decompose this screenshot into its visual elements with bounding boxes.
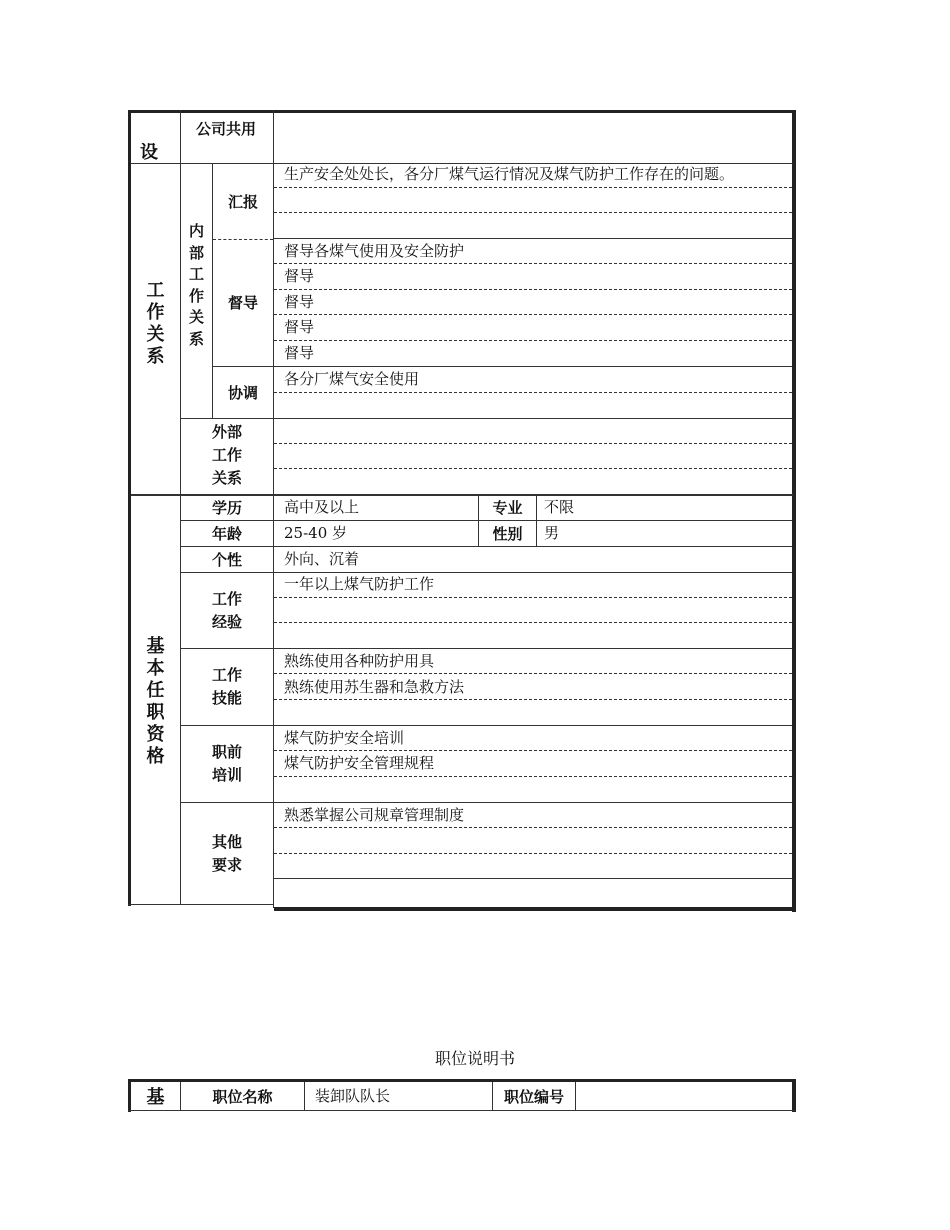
training-label: 职前 培训 [211, 743, 242, 784]
coordinate-line-1: 各分厂煤气安全使用 [284, 370, 420, 388]
supervise-line-2: 督导 [284, 267, 315, 285]
document-title: 职位说明书 [434, 1049, 515, 1068]
gender-label: 性别 [492, 525, 523, 543]
age-label: 年龄 [211, 525, 242, 543]
training-line-2: 煤气防护安全管理规程 [284, 754, 435, 772]
section-char-she: 设 [140, 143, 158, 163]
training-line-1: 煤气防护安全培训 [284, 729, 405, 747]
position-code-label: 职位编号 [503, 1087, 564, 1106]
supervise-line-4: 督导 [284, 318, 315, 336]
position-name-label: 职位名称 [212, 1087, 273, 1106]
skills-label: 工作 技能 [211, 666, 242, 707]
other-label: 其他 要求 [211, 832, 242, 874]
skills-line-2: 熟练使用苏生器和急救方法 [284, 678, 465, 696]
experience-line-1: 一年以上煤气防护工作 [284, 575, 435, 593]
company-shared-label: 公司共用 [196, 120, 257, 138]
education-label: 学历 [211, 499, 242, 517]
coordinate-label: 协调 [227, 384, 258, 402]
supervise-label: 督导 [227, 294, 258, 312]
other-line-1: 熟悉掌握公司规章管理制度 [284, 806, 465, 824]
major-label: 专业 [492, 499, 523, 517]
major-value: 不限 [544, 498, 575, 516]
section-char-ji: 基 [146, 1087, 165, 1108]
personality-label: 个性 [211, 551, 242, 569]
supervise-line-3: 督导 [284, 293, 315, 311]
report-label: 汇报 [227, 192, 258, 211]
age-value: 25-40 岁 [284, 524, 348, 542]
table-border-bottom [274, 907, 796, 911]
position-name-value: 装卸队队长 [315, 1087, 391, 1105]
qualifications-label: 基 本 任 职 资 格 [146, 636, 165, 767]
work-relations-label: 工 作 关 系 [146, 280, 165, 367]
internal-relations-label: 内 部 工 作 关 系 [188, 222, 204, 348]
skills-line-1: 熟练使用各种防护用具 [284, 652, 435, 670]
table-border-left [128, 110, 131, 906]
table-border-right [792, 110, 796, 912]
table-border-top [128, 110, 796, 113]
personality-value: 外向、沉着 [284, 550, 360, 568]
supervise-line-5: 督导 [284, 344, 315, 362]
experience-label: 工作 经验 [211, 589, 242, 631]
external-relations-label: 外部 工作 关系 [211, 423, 242, 487]
report-line-1: 生产安全处处长，各分厂煤气运行情况及煤气防护工作存在的问题。 [284, 165, 735, 183]
supervise-line-1: 督导各煤气使用及安全防护 [284, 242, 465, 260]
gender-value: 男 [544, 524, 560, 542]
education-value: 高中及以上 [284, 498, 360, 516]
